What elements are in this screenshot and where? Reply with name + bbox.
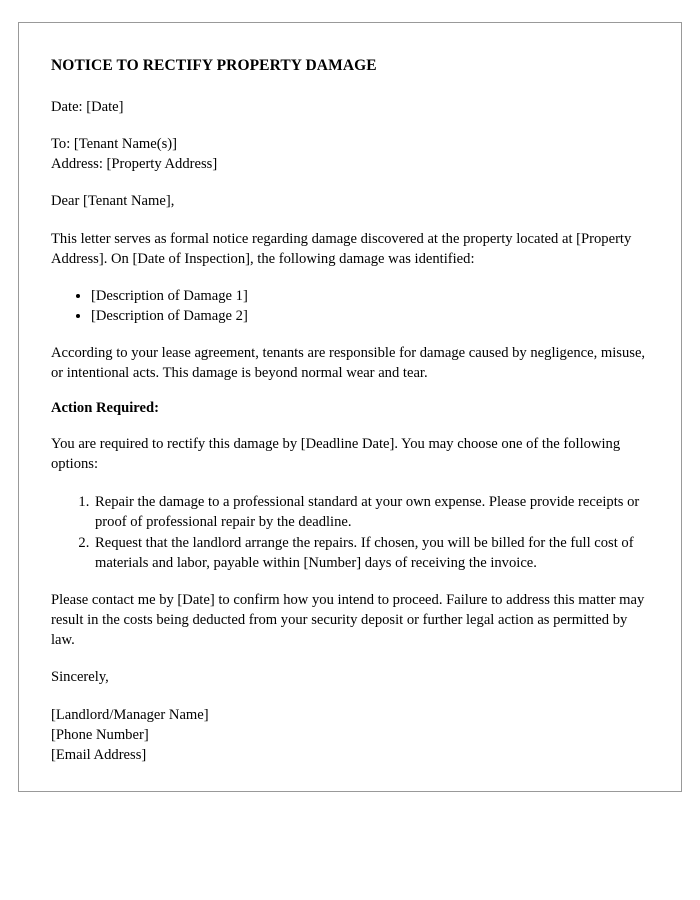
closing-line: Sincerely, [51,669,109,686]
page-title: NOTICE TO RECTIFY PROPERTY DAMAGE [51,57,377,74]
lease-paragraph: According to your lease agreement, tenants are responsible for damage caused by negligence, misuse, or intentional acts. This damage is beyond normal wear and tear. [51,345,646,382]
date-line: Date: [Date] [51,99,124,115]
list-item: 1. Repair the damage to a professional standard at your own expense. Please provide receipts or proof of professional repair by the deadline. [93,492,651,532]
signature-email: [Email Address] [51,746,147,763]
action-required-heading: Action Required: [51,400,159,417]
options-list [51,492,651,574]
contact-paragraph: Please contact me by [Date] to confirm how you intend to proceed. Failure to address this matter may result in the costs being deducted from your security deposit or further legal action as permitted by law. [51,592,645,649]
recipient-address-line: Address: [Property Address] [51,156,218,173]
signature-name: [Landlord/Manager Name] [51,706,209,723]
damage-list [51,286,651,326]
list-item: 2. Request that the landlord arrange the repairs. If chosen, you will be billed for the full cost of materials and labor, payable within [Number] days of receiving the invoice. [93,533,651,573]
recipient-to-line: To: [Tenant Name(s)] [51,136,178,153]
salutation: Dear [Tenant Name], [51,193,175,210]
recipient-block [51,134,651,174]
list-item: • [Description of Damage 2] [91,306,651,326]
action-paragraph: You are required to rectify this damage by [Deadline Date]. You may choose one of the following options: [51,436,621,473]
signature-phone: [Phone Number] [51,726,149,743]
document-frame [18,22,682,792]
intro-paragraph: This letter serves as formal notice regarding damage discovered at the property located at [Property Address]. On [Date of Inspection], the following damage was identified: [51,230,632,267]
list-item: • [Description of Damage 1] [91,286,651,306]
signature-block [51,705,651,765]
